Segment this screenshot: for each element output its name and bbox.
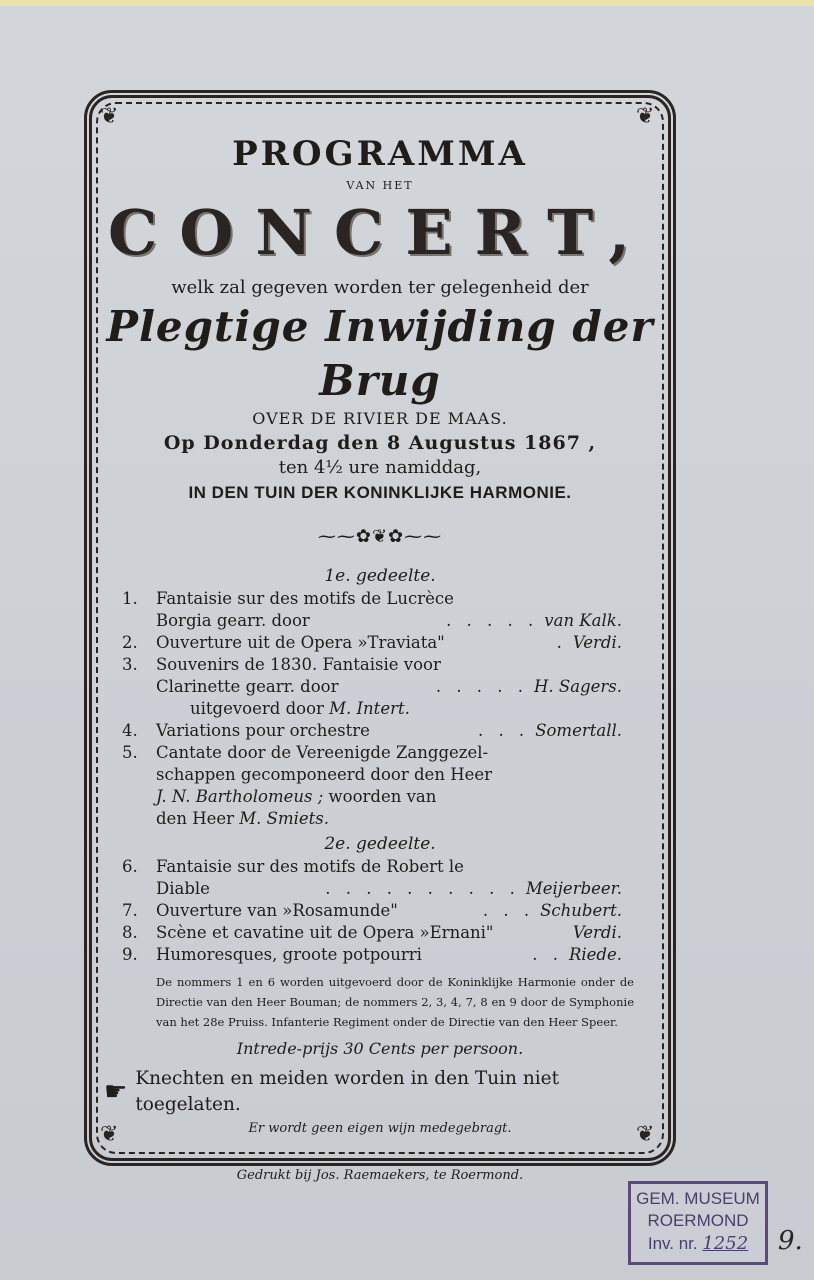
item-number: 7.	[122, 901, 138, 920]
top-edge-strip	[0, 0, 814, 6]
poster-content	[104, 120, 656, 1138]
venue-line: IN DEN TUIN DER KONINKLIJKE HARMONIE.	[188, 483, 572, 502]
programme-list	[122, 588, 622, 830]
composer: Verdi.	[572, 923, 622, 942]
date-line: Op Donderdag den 8 Augustus 1867 ,	[163, 432, 597, 454]
item-text: Fantaisie sur des motifs de Lucrèce	[156, 589, 454, 608]
museum-stamp	[628, 1181, 768, 1265]
corner-ornament-icon: ❦	[100, 104, 119, 129]
page-mark: 9.	[778, 1226, 803, 1256]
dot-leader: . . . . .	[446, 611, 539, 630]
item-text: den Heer	[156, 809, 235, 828]
composer: H. Sagers.	[534, 677, 622, 696]
item-text: Cantate door de Vereenigde Zanggezel-	[156, 743, 489, 762]
admission-notice	[104, 1066, 656, 1118]
event-heading: Plegtige Inwijding der Brug	[106, 302, 654, 405]
composer: Somertall.	[535, 721, 622, 740]
list-item	[122, 944, 622, 966]
composer: J. N. Bartholomeus ;	[156, 787, 324, 806]
list-item	[122, 922, 622, 944]
programme-list	[122, 856, 622, 966]
item-text: Variations pour orchestre	[156, 721, 370, 740]
list-item	[122, 856, 622, 900]
corner-ornament-icon: ❦	[636, 104, 655, 129]
item-number: 2.	[122, 633, 138, 652]
item-number: 4.	[122, 721, 138, 740]
dot-leader: . . . . . . . . . .	[325, 879, 520, 898]
dot-leader: . . .	[482, 901, 535, 920]
list-item	[122, 588, 622, 632]
entry-price: Intrede-prijs 30 Cents per persoon.	[236, 1039, 524, 1058]
list-item	[122, 900, 622, 922]
list-item	[122, 720, 622, 742]
item-text: Borgia gearr. door	[156, 611, 310, 630]
item-text: Humoresques, groote potpourri	[156, 945, 422, 964]
dot-leader: . . .	[477, 721, 530, 740]
dot-leader: .	[556, 633, 567, 652]
admission-text: Knechten en meiden worden in den Tuin niet toegelaten.	[135, 1068, 560, 1115]
part-one-heading: 1e. gedeelte.	[324, 566, 436, 586]
item-number: 1.	[122, 589, 138, 608]
performers-note: De nommers 1 en 6 worden uitgevoerd door de Koninklijke Harmonie onder de Directie van den Heer Bouman; de nommers 2, 3, 4, 7, 8 en 9 door de Symphonie van het 28e Pruiss. Infanterie Regiment onder de Directie van den Heer Speer.	[156, 975, 634, 1029]
item-text: uitgevoerd door	[190, 699, 324, 718]
item-text: Clarinette gearr. door	[156, 677, 339, 696]
part-two-heading: 2e. gedeelte.	[324, 834, 436, 854]
composer: Verdi.	[572, 633, 622, 652]
item-number: 8.	[122, 923, 138, 942]
item-text: Ouverture van »Rosamunde"	[156, 901, 398, 920]
occasion-line: welk zal gegeven worden ter gelegenheid der	[171, 277, 589, 298]
stamp-inventory	[631, 1232, 765, 1256]
list-item	[122, 742, 622, 830]
corner-ornament-icon: ❦	[100, 1122, 119, 1147]
item-text: Scène et cavatine uit de Opera »Ernani"	[156, 923, 494, 942]
item-text: woorden van	[328, 787, 437, 806]
stamp-museum: GEM. MUSEUM	[636, 1189, 760, 1208]
corner-ornament-icon: ❦	[636, 1122, 655, 1147]
inventory-label: Inv. nr.	[647, 1234, 698, 1253]
inventory-number: 1252	[702, 1233, 749, 1254]
composer: van Kalk.	[544, 611, 622, 630]
composer: Meijerbeer.	[525, 879, 622, 898]
list-item	[122, 632, 622, 654]
dot-leader: . . . . .	[435, 677, 529, 696]
dot-leader: . .	[532, 945, 563, 964]
concert-heading: CONCERT,	[108, 196, 652, 269]
divider-ornament-icon: ⁓⁓✿❦✿⁓⁓	[317, 526, 443, 547]
item-text: Ouverture uit de Opera »Traviata"	[156, 633, 445, 652]
item-number: 5.	[122, 743, 138, 762]
performer: M. Intert.	[329, 699, 410, 718]
item-number: 3.	[122, 655, 138, 674]
item-number: 6.	[122, 857, 138, 876]
item-text: schappen gecomponeerd door den Heer	[156, 765, 492, 784]
list-item	[122, 654, 622, 720]
van-het-line: VAN HET	[346, 179, 414, 192]
item-text: Diable	[156, 879, 210, 898]
stamp-city: ROERMOND	[647, 1211, 749, 1230]
time-line: ten 4½ ure namiddag,	[278, 457, 482, 478]
composer: Schubert.	[540, 901, 622, 920]
composer: Riede.	[568, 945, 622, 964]
poster-title: PROGRAMMA	[232, 134, 528, 174]
item-text: Fantaisie sur des motifs de Robert le	[156, 857, 464, 876]
pointing-hand-icon: ☛	[104, 1077, 128, 1107]
wine-notice: Er wordt geen eigen wijn medegebragt.	[248, 1121, 512, 1136]
river-line: OVER DE RIVIER DE MAAS.	[252, 409, 508, 428]
item-text: Souvenirs de 1830. Fantaisie voor	[156, 655, 441, 674]
printer-credit: Gedrukt bij Jos. Raemaekers, te Roermond.	[236, 1168, 524, 1183]
lyricist: M. Smiets.	[239, 809, 329, 828]
item-number: 9.	[122, 945, 138, 964]
